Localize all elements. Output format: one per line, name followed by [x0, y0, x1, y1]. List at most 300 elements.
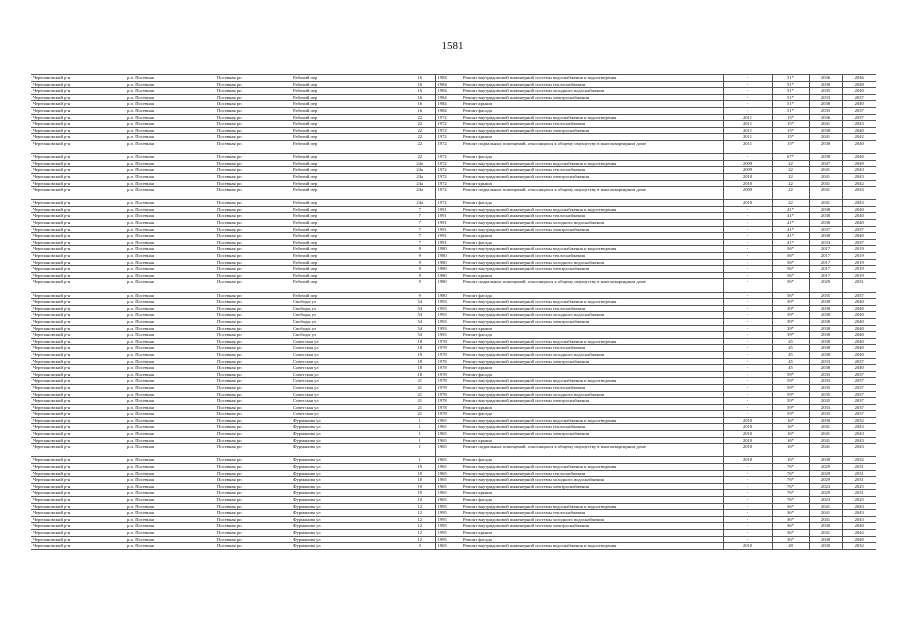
settlement-cell: р.п. Посевная	[125, 384, 215, 391]
wear-cell: 45	[772, 345, 809, 352]
period-start-cell: 2030	[809, 543, 842, 550]
period-start-cell: 2035	[809, 384, 842, 391]
wear-cell: 67*	[772, 154, 809, 161]
locality-cell: Посевная рп	[215, 404, 291, 411]
year-built-cell: 1965	[435, 470, 461, 477]
last-repair-year-cell: -	[723, 371, 772, 378]
work-type-cell: Ремонт крыши	[461, 180, 723, 187]
wear-cell: 76*	[772, 483, 809, 490]
locality-cell: Посевная рп	[215, 384, 291, 391]
table-row	[31, 299, 876, 306]
house-number-cell: 10	[405, 490, 435, 497]
period-start-cell: 2017	[809, 272, 842, 279]
last-repair-year-cell: -	[723, 536, 772, 543]
locality-cell: Посевная рп	[215, 325, 291, 332]
house-number-cell: 21	[405, 404, 435, 411]
period-start-cell: 2035	[809, 88, 842, 95]
settlement-cell: р.п. Посевная	[125, 226, 215, 233]
wear-cell: 76*	[772, 490, 809, 497]
settlement-cell: р.п. Посевная	[125, 470, 215, 477]
house-number-cell: 21	[405, 411, 435, 418]
last-repair-year-cell: -	[723, 292, 772, 299]
district-cell: Черепановский р-н	[31, 411, 125, 418]
settlement-cell: р.п. Посевная	[125, 272, 215, 279]
table-row	[31, 490, 876, 497]
period-end-cell: 2043	[842, 516, 876, 523]
locality-cell: Посевная рп	[215, 292, 291, 299]
wear-cell: 15*	[772, 140, 809, 153]
work-type-cell: Ремонт внутридомовой инженерной системы теплоснабжения	[461, 510, 723, 517]
period-start-cell: 2041	[809, 134, 842, 141]
work-type-cell: Ремонт внутридомовой инженерной системы водоснабжения и водоотведения	[461, 246, 723, 253]
work-type-cell: Ремонт внутридомовой инженерной системы водоснабжения и водоотведения	[461, 75, 723, 82]
last-repair-year-cell: -	[723, 81, 772, 88]
wear-cell: 15*	[772, 127, 809, 134]
work-type-cell: Ремонт внутридомовой инженерной системы электроснабжения	[461, 398, 723, 405]
district-cell: Черепановский р-н	[31, 213, 125, 220]
work-type-cell: Ремонт крыши	[461, 404, 723, 411]
settlement-cell: р.п. Посевная	[125, 94, 215, 101]
work-type-cell: Ремонт внутридомовой инженерной системы электроснабжения	[461, 358, 723, 365]
table-row	[31, 338, 876, 345]
year-built-cell: 1993	[435, 312, 461, 319]
work-type-cell: Ремонт внутридомовой инженерной системы холодного водоснабжения	[461, 259, 723, 266]
district-cell: Черепановский р-н	[31, 391, 125, 398]
period-end-cell: 2040	[842, 305, 876, 312]
period-start-cell: 2033	[809, 107, 842, 114]
year-built-cell: 1978	[435, 351, 461, 358]
year-built-cell: 1965	[435, 444, 461, 457]
house-number-cell: 16	[405, 88, 435, 95]
house-number-cell: 12	[405, 503, 435, 510]
period-start-cell: 2035	[809, 411, 842, 418]
settlement-cell: р.п. Посевная	[125, 398, 215, 405]
last-repair-year-cell: -	[723, 206, 772, 213]
house-number-cell: 9	[405, 246, 435, 253]
year-built-cell: 1978	[435, 371, 461, 378]
street-cell: Рабочий пер	[291, 206, 405, 213]
work-type-cell: Ремонт внутридомовой инженерной системы теплоснабжения	[461, 384, 723, 391]
settlement-cell: р.п. Посевная	[125, 259, 215, 266]
last-repair-year-cell: -	[723, 332, 772, 339]
table-row	[31, 246, 876, 253]
district-cell: Черепановский р-н	[31, 114, 125, 121]
wear-cell: 45	[772, 358, 809, 365]
period-start-cell: 2023	[809, 483, 842, 490]
table-row	[31, 536, 876, 543]
street-cell: Фурманова ул	[291, 477, 405, 484]
district-cell: Черепановский р-н	[31, 180, 125, 187]
work-type-cell: Ремонт подвальных помещений, относящихся к общему имуществу в многоквартирном доме	[461, 279, 723, 292]
street-cell: Фурманова ул	[291, 444, 405, 457]
street-cell: Рабочий пер	[291, 266, 405, 273]
period-end-cell: 2043	[842, 503, 876, 510]
work-type-cell: Ремонт внутридомовой инженерной системы холодного водоснабжения	[461, 220, 723, 227]
locality-cell: Посевная рп	[215, 266, 291, 273]
period-start-cell: 2033	[809, 371, 842, 378]
street-cell: Фурманова ул	[291, 464, 405, 471]
street-cell: Рабочий пер	[291, 220, 405, 227]
district-cell: Черепановский р-н	[31, 338, 125, 345]
work-type-cell: Ремонт фасада	[461, 411, 723, 418]
period-end-cell: 2040	[842, 233, 876, 240]
wear-cell: 59*	[772, 384, 809, 391]
period-end-cell: 2025	[842, 497, 876, 504]
locality-cell: Посевная рп	[215, 490, 291, 497]
wear-cell: 56*	[772, 246, 809, 253]
street-cell: Рабочий пер	[291, 134, 405, 141]
work-type-cell: Ремонт внутридомовой инженерной системы электроснабжения	[461, 173, 723, 180]
table-row	[31, 457, 876, 464]
district-cell: Черепановский р-н	[31, 226, 125, 233]
settlement-cell: р.п. Посевная	[125, 312, 215, 319]
period-end-cell: 2043	[842, 510, 876, 517]
period-start-cell: 2041	[809, 187, 842, 200]
year-built-cell: 1993	[435, 332, 461, 339]
period-start-cell: 2041	[809, 510, 842, 517]
street-cell: Фурманова ул	[291, 523, 405, 530]
settlement-cell: р.п. Посевная	[125, 206, 215, 213]
street-cell: Фурманова ул	[291, 483, 405, 490]
district-cell: Черепановский р-н	[31, 529, 125, 536]
house-number-cell: 21	[405, 391, 435, 398]
table-row	[31, 391, 876, 398]
settlement-cell: р.п. Посевная	[125, 167, 215, 174]
district-cell: Черепановский р-н	[31, 497, 125, 504]
settlement-cell: р.п. Посевная	[125, 279, 215, 292]
settlement-cell: р.п. Посевная	[125, 127, 215, 134]
last-repair-year-cell: -	[723, 529, 772, 536]
district-cell: Черепановский р-н	[31, 470, 125, 477]
street-cell: Фурманова ул	[291, 536, 405, 543]
year-built-cell: 1965	[435, 457, 461, 464]
year-built-cell: 1972	[435, 173, 461, 180]
wear-cell: 51*	[772, 81, 809, 88]
wear-cell: 59*	[772, 391, 809, 398]
last-repair-year-cell: -	[723, 154, 772, 161]
period-start-cell: 2029	[809, 490, 842, 497]
table-row	[31, 437, 876, 444]
house-number-cell: 9	[405, 279, 435, 292]
locality-cell: Посевная рп	[215, 272, 291, 279]
house-number-cell: 10	[405, 464, 435, 471]
last-repair-year-cell: 2010	[723, 543, 772, 550]
locality-cell: Посевная рп	[215, 371, 291, 378]
street-cell: Рабочий пер	[291, 200, 405, 207]
settlement-cell: р.п. Посевная	[125, 503, 215, 510]
street-cell: Фурманова ул	[291, 543, 405, 550]
wear-cell: 41*	[772, 213, 809, 220]
work-type-cell: Ремонт внутридомовой инженерной системы электроснабжения	[461, 226, 723, 233]
locality-cell: Посевная рп	[215, 497, 291, 504]
house-number-cell: 22	[405, 121, 435, 128]
period-end-cell: 2048	[842, 81, 876, 88]
table-row	[31, 279, 876, 292]
table-row	[31, 358, 876, 365]
locality-cell: Посевная рп	[215, 200, 291, 207]
year-built-cell: 1991	[435, 220, 461, 227]
work-type-cell: Ремонт крыши	[461, 272, 723, 279]
district-cell: Черепановский р-н	[31, 167, 125, 174]
work-type-cell: Ремонт крыши	[461, 134, 723, 141]
work-type-cell: Ремонт фасада	[461, 107, 723, 114]
street-cell: Фурманова ул	[291, 437, 405, 444]
settlement-cell: р.п. Посевная	[125, 292, 215, 299]
wear-cell: 56*	[772, 259, 809, 266]
period-end-cell: 2043	[842, 173, 876, 180]
year-built-cell: 1978	[435, 378, 461, 385]
work-type-cell: Ремонт внутридомовой инженерной системы электроснабжения	[461, 266, 723, 273]
settlement-cell: р.п. Посевная	[125, 154, 215, 161]
district-cell: Черепановский р-н	[31, 187, 125, 200]
house-number-cell: 9	[405, 266, 435, 273]
wear-cell: 16*	[772, 431, 809, 438]
wear-cell: 45	[772, 351, 809, 358]
settlement-cell: р.п. Посевная	[125, 483, 215, 490]
period-end-cell: 2043	[842, 431, 876, 438]
last-repair-year-cell: -	[723, 345, 772, 352]
settlement-cell: р.п. Посевная	[125, 213, 215, 220]
last-repair-year-cell: 2010	[723, 173, 772, 180]
table-row	[31, 398, 876, 405]
locality-cell: Посевная рп	[215, 358, 291, 365]
table-row	[31, 411, 876, 418]
house-number-cell: 7	[405, 220, 435, 227]
work-type-cell: Ремонт фасада	[461, 371, 723, 378]
wear-cell: 15*	[772, 114, 809, 121]
work-type-cell: Ремонт крыши	[461, 325, 723, 332]
period-start-cell: 2033	[809, 404, 842, 411]
last-repair-year-cell: 2010	[723, 444, 772, 457]
district-cell: Черепановский р-н	[31, 81, 125, 88]
district-cell: Черепановский р-н	[31, 510, 125, 517]
house-number-cell: 12	[405, 516, 435, 523]
district-cell: Черепановский р-н	[31, 239, 125, 246]
district-cell: Черепановский р-н	[31, 121, 125, 128]
district-cell: Черепановский р-н	[31, 246, 125, 253]
locality-cell: Посевная рп	[215, 483, 291, 490]
year-built-cell: 1991	[435, 226, 461, 233]
work-type-cell: Ремонт внутридомовой инженерной системы теплоснабжения	[461, 121, 723, 128]
period-end-cell: 2040	[842, 325, 876, 332]
year-built-cell: 1978	[435, 345, 461, 352]
district-cell: Черепановский р-н	[31, 424, 125, 431]
last-repair-year-cell: -	[723, 279, 772, 292]
settlement-cell: р.п. Посевная	[125, 437, 215, 444]
table-row	[31, 318, 876, 325]
last-repair-year-cell: 2011	[723, 121, 772, 128]
year-built-cell: 1991	[435, 206, 461, 213]
locality-cell: Посевная рп	[215, 529, 291, 536]
street-cell: Фурманова ул	[291, 503, 405, 510]
house-number-cell: 22	[405, 127, 435, 134]
year-built-cell: 1978	[435, 411, 461, 418]
period-end-cell: 2040	[842, 523, 876, 530]
year-built-cell: 1965	[435, 497, 461, 504]
wear-cell: 16*	[772, 424, 809, 431]
year-built-cell: 1980	[435, 279, 461, 292]
wear-cell: 41*	[772, 233, 809, 240]
period-start-cell: 2033	[809, 239, 842, 246]
house-number-cell: 1	[405, 444, 435, 457]
year-built-cell: 1991	[435, 213, 461, 220]
house-number-cell: 10	[405, 477, 435, 484]
work-type-cell: Ремонт внутридомовой инженерной системы холодного водоснабжения	[461, 88, 723, 95]
last-repair-year-cell: -	[723, 391, 772, 398]
table-row	[31, 233, 876, 240]
wear-cell: 51*	[772, 107, 809, 114]
year-built-cell: 1978	[435, 365, 461, 372]
year-built-cell: 1993	[435, 318, 461, 325]
locality-cell: Посевная рп	[215, 299, 291, 306]
district-cell: Черепановский р-н	[31, 431, 125, 438]
year-built-cell: 1993	[435, 299, 461, 306]
settlement-cell: р.п. Посевная	[125, 351, 215, 358]
settlement-cell: р.п. Посевная	[125, 134, 215, 141]
house-number-cell: 54	[405, 332, 435, 339]
district-cell: Черепановский р-н	[31, 325, 125, 332]
locality-cell: Посевная рп	[215, 543, 291, 550]
work-type-cell: Ремонт внутридомовой инженерной системы теплоснабжения	[461, 81, 723, 88]
locality-cell: Посевная рп	[215, 457, 291, 464]
locality-cell: Посевная рп	[215, 338, 291, 345]
table-row	[31, 154, 876, 161]
period-start-cell: 2017	[809, 259, 842, 266]
settlement-cell: р.п. Посевная	[125, 490, 215, 497]
locality-cell: Посевная рп	[215, 305, 291, 312]
locality-cell: Посевная рп	[215, 503, 291, 510]
street-cell: Рабочий пер	[291, 160, 405, 167]
year-built-cell: 1972	[435, 180, 461, 187]
wear-cell: 16*	[772, 417, 809, 424]
period-start-cell: 2023	[809, 497, 842, 504]
street-cell: Советская ул	[291, 345, 405, 352]
table-row	[31, 187, 876, 200]
table-row	[31, 160, 876, 167]
work-type-cell: Ремонт внутридомовой инженерной системы теплоснабжения	[461, 167, 723, 174]
district-cell: Черепановский р-н	[31, 516, 125, 523]
period-start-cell: 2047	[809, 160, 842, 167]
street-cell: Рабочий пер	[291, 180, 405, 187]
wear-cell: 76*	[772, 470, 809, 477]
locality-cell: Посевная рп	[215, 173, 291, 180]
table-row	[31, 516, 876, 523]
street-cell: Рабочий пер	[291, 94, 405, 101]
last-repair-year-cell: -	[723, 101, 772, 108]
wear-cell: 56*	[772, 253, 809, 260]
district-cell: Черепановский р-н	[31, 140, 125, 153]
locality-cell: Посевная рп	[215, 154, 291, 161]
settlement-cell: р.п. Посевная	[125, 424, 215, 431]
table-row	[31, 272, 876, 279]
table-row	[31, 510, 876, 517]
work-type-cell: Ремонт внутридомовой инженерной системы холодного водоснабжения	[461, 312, 723, 319]
year-built-cell: 1972	[435, 121, 461, 128]
locality-cell: Посевная рп	[215, 81, 291, 88]
table-row	[31, 134, 876, 141]
year-built-cell: 1978	[435, 338, 461, 345]
period-start-cell: 2036	[809, 75, 842, 82]
street-cell: Фурманова ул	[291, 516, 405, 523]
house-number-cell: 54	[405, 312, 435, 319]
table-row	[31, 121, 876, 128]
table-row	[31, 523, 876, 530]
year-built-cell: 1980	[435, 259, 461, 266]
locality-cell: Посевная рп	[215, 510, 291, 517]
table-row	[31, 127, 876, 134]
street-cell: Советская ул	[291, 404, 405, 411]
year-built-cell: 1972	[435, 167, 461, 174]
locality-cell: Посевная рп	[215, 94, 291, 101]
last-repair-year-cell: -	[723, 75, 772, 82]
settlement-cell: р.п. Посевная	[125, 378, 215, 385]
year-built-cell: 1965	[435, 464, 461, 471]
table-row	[31, 351, 876, 358]
wear-cell: 36*	[772, 529, 809, 536]
locality-cell: Посевная рп	[215, 351, 291, 358]
locality-cell: Посевная рп	[215, 239, 291, 246]
house-number-cell: 54	[405, 305, 435, 312]
work-type-cell: Ремонт внутридомовой инженерной системы электроснабжения	[461, 523, 723, 530]
house-number-cell: 9	[405, 259, 435, 266]
locality-cell: Посевная рп	[215, 424, 291, 431]
work-type-cell: Ремонт фасада	[461, 457, 723, 464]
house-number-cell: 22	[405, 114, 435, 121]
settlement-cell: р.п. Посевная	[125, 88, 215, 95]
period-end-cell: 2037	[842, 371, 876, 378]
work-type-cell: Ремонт крыши	[461, 437, 723, 444]
district-cell: Черепановский р-н	[31, 404, 125, 411]
house-number-cell: 7	[405, 226, 435, 233]
table-row	[31, 266, 876, 273]
work-type-cell: Ремонт внутридомовой инженерной системы водоснабжения и водоотведения	[461, 464, 723, 471]
last-repair-year-cell: 2010	[723, 437, 772, 444]
district-cell: Черепановский р-н	[31, 259, 125, 266]
period-start-cell: 2038	[809, 299, 842, 306]
district-cell: Черепановский р-н	[31, 417, 125, 424]
work-type-cell: Ремонт фасада	[461, 154, 723, 161]
last-repair-year-cell: 2009	[723, 160, 772, 167]
street-cell: Рабочий пер	[291, 292, 405, 299]
period-start-cell: 2038	[809, 140, 842, 153]
house-number-cell: 18	[405, 358, 435, 365]
work-type-cell: Ремонт внутридомовой инженерной системы водоснабжения и водоотведения	[461, 378, 723, 385]
last-repair-year-cell: 2010	[723, 180, 772, 187]
last-repair-year-cell: -	[723, 470, 772, 477]
street-cell: Рабочий пер	[291, 101, 405, 108]
street-cell: Рабочий пер	[291, 75, 405, 82]
last-repair-year-cell: -	[723, 88, 772, 95]
table-row	[31, 470, 876, 477]
period-start-cell: 2017	[809, 266, 842, 273]
year-built-cell: 1995	[435, 516, 461, 523]
settlement-cell: р.п. Посевная	[125, 253, 215, 260]
period-start-cell: 2041	[809, 167, 842, 174]
locality-cell: Посевная рп	[215, 121, 291, 128]
district-cell: Черепановский р-н	[31, 206, 125, 213]
work-type-cell: Ремонт внутридомовой инженерной системы водоснабжения и водоотведения	[461, 417, 723, 424]
street-cell: Советская ул	[291, 365, 405, 372]
last-repair-year-cell: -	[723, 483, 772, 490]
period-start-cell: 2033	[809, 94, 842, 101]
period-end-cell: 2043	[842, 187, 876, 200]
work-type-cell: Ремонт фасада	[461, 536, 723, 543]
district-cell: Черепановский р-н	[31, 292, 125, 299]
work-type-cell: Ремонт внутридомовой инженерной системы электроснабжения	[461, 318, 723, 325]
settlement-cell: р.п. Посевная	[125, 345, 215, 352]
district-cell: Черепановский р-н	[31, 345, 125, 352]
table-row	[31, 332, 876, 339]
